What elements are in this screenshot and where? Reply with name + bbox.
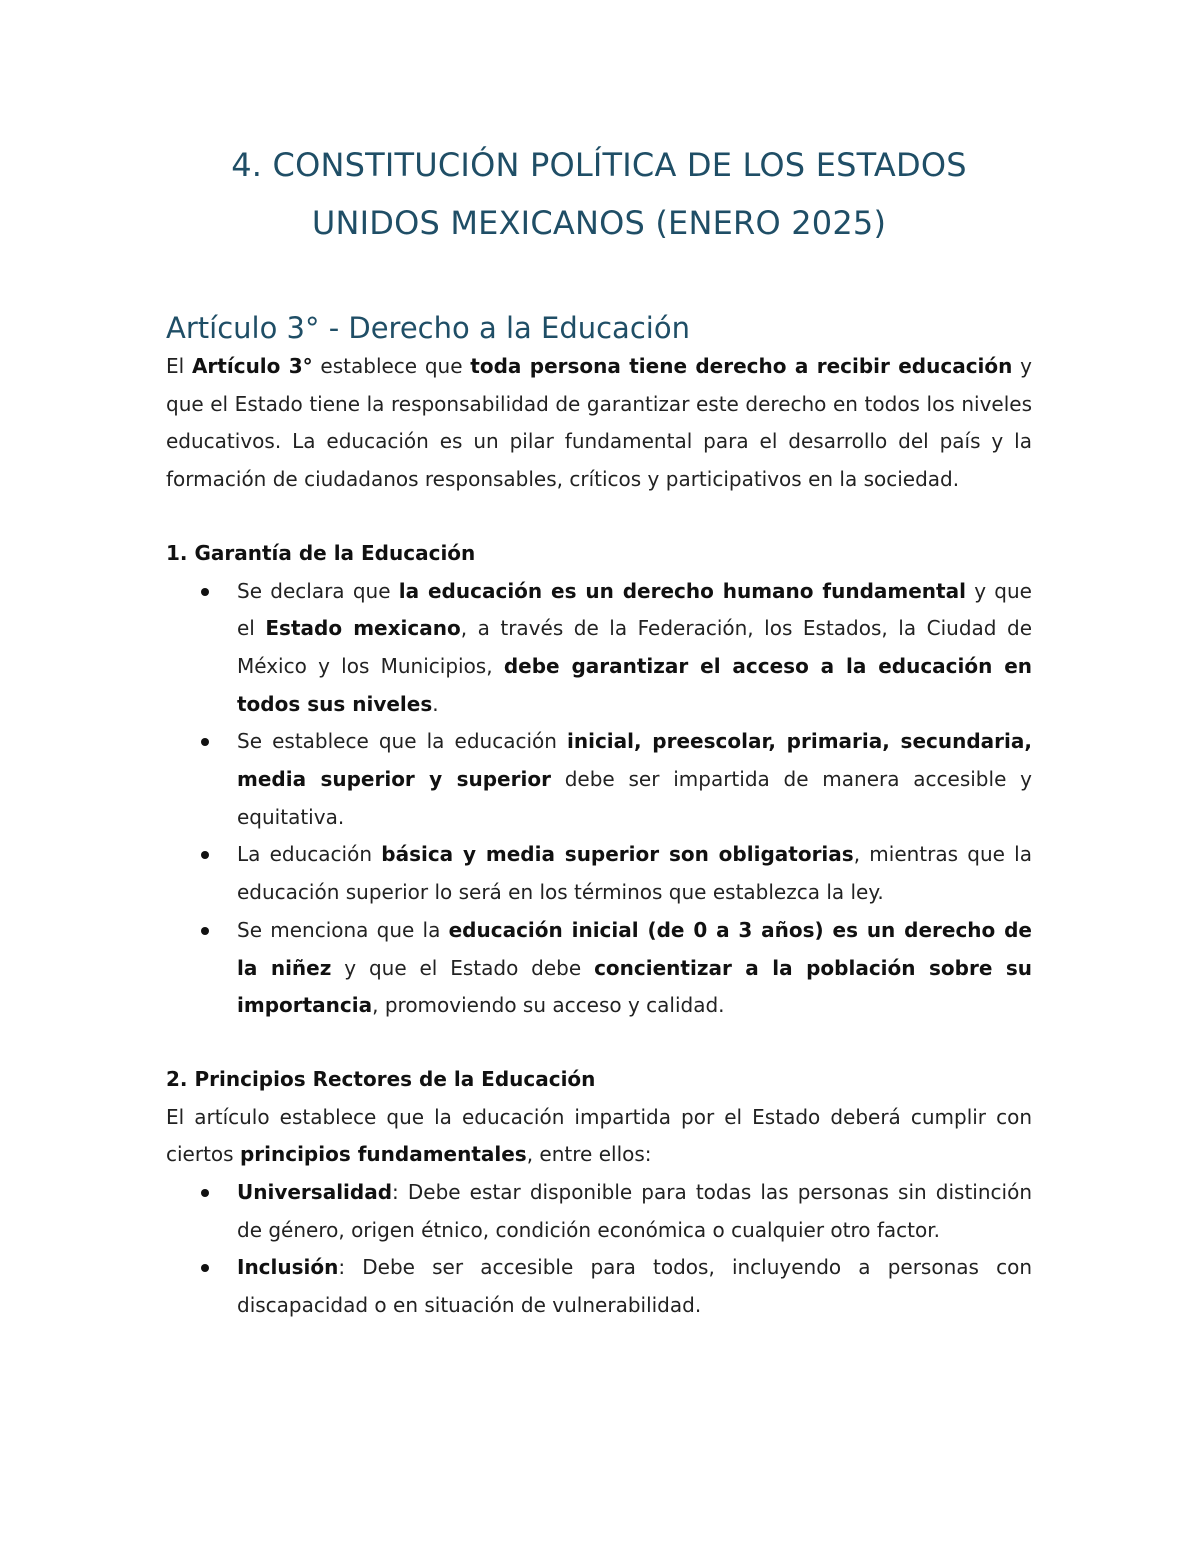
- bold-run: la educación es un derecho humano fundamental: [398, 578, 966, 603]
- document-title: [166, 0, 1032, 252]
- list-item: [166, 723, 1032, 836]
- bullet-icon: [201, 927, 209, 935]
- text-run: La educación: [237, 842, 382, 867]
- list-item-text: [237, 1180, 1032, 1242]
- bold-run: educación inicial (de 0 a 3 años) es un derecho de la niñez: [237, 917, 1032, 980]
- list-item: [166, 1174, 1032, 1249]
- text-run: Se menciona que la: [237, 917, 449, 942]
- section-2-bullet-list: [166, 1174, 1032, 1325]
- bold-run: principios fundamentales: [239, 1142, 527, 1167]
- text-run: , promoviendo su acceso y calidad.: [372, 993, 725, 1018]
- section-1-heading: 1. Garantía de la Educación: [166, 540, 476, 565]
- bold-run: inicial, preescolar, primaria, secundaria, media superior y superior: [237, 729, 1032, 792]
- list-item: [166, 1249, 1032, 1324]
- text-run: establece que: [312, 354, 471, 378]
- list-item-text: [237, 1255, 1032, 1317]
- text-run: El: [166, 354, 192, 378]
- text-run: : Debe ser accesible para todos, incluyendo a personas con discapacidad o en situación de vulnerabilidad.: [237, 1255, 1032, 1318]
- text-run: .: [432, 691, 439, 716]
- text-run: : Debe estar disponible para todas las personas sin distinción de género, origen étnico, condición económica o cualquier otro factor.: [237, 1180, 1032, 1242]
- article-intro-paragraph: [166, 348, 1032, 499]
- bullet-icon: [201, 1189, 209, 1197]
- bold-run: básica y media superior son obligatorias: [381, 842, 854, 867]
- text-run: debe ser impartida de manera accesible y equitativa.: [237, 767, 1032, 829]
- text-run: , entre ellos:: [526, 1142, 652, 1167]
- list-item-text: [237, 729, 1032, 828]
- bullet-icon: [201, 738, 209, 746]
- list-item-text: [237, 918, 1032, 1017]
- text-run: y que el Estado debe: [331, 955, 595, 980]
- section-1-bullet-list: [166, 573, 1032, 1025]
- bold-run: Universalidad: [237, 1180, 393, 1205]
- bullet-icon: [201, 1264, 209, 1272]
- text-run: El artículo establece que la educación impartida por el Estado deberá cumplir con ciertos: [166, 1104, 1032, 1167]
- document-title-line-1: 4. CONSTITUCIÓN POLÍTICA DE LOS ESTADOS: [231, 146, 967, 184]
- list-item: [166, 836, 1032, 911]
- bullet-icon: [201, 588, 209, 596]
- bold-run: Inclusión: [237, 1255, 339, 1280]
- bold-run: concientizar a la población sobre su importancia: [237, 955, 1032, 1018]
- section-2-heading: 2. Principios Rectores de la Educación: [166, 1066, 596, 1091]
- text-run: Se establece que la educación: [237, 729, 567, 754]
- bullet-icon: [201, 851, 209, 859]
- bold-run: debe garantizar el acceso a la educación en todos sus niveles: [237, 653, 1033, 716]
- list-item-text: [237, 579, 1032, 716]
- list-item: [166, 573, 1032, 724]
- bold-run: toda persona tiene derecho a recibir educación: [470, 354, 1013, 378]
- text-run: , mientras que la educación superior lo será en los términos que establezca la ley.: [237, 842, 1032, 905]
- bold-run: Estado mexicano: [265, 616, 461, 641]
- section-2-intro-paragraph: [166, 1099, 1032, 1174]
- list-item: [166, 912, 1032, 1025]
- document-title-line-2: UNIDOS MEXICANOS (ENERO 2025): [311, 204, 887, 242]
- article-heading: Artículo 3° - Derecho a la Educación: [166, 311, 690, 345]
- text-run: y que el: [237, 578, 1032, 641]
- text-run: , a través de la Federación, los Estados, la Ciudad de México y los Municipios,: [237, 616, 1032, 678]
- text-run: Se declara que: [237, 578, 399, 603]
- list-item-text: [237, 842, 1032, 904]
- text-run: y que el Estado tiene la responsabilidad de garantizar este derecho en todos los niveles educativos. La educación es un pilar fundamental para el desarrollo del país y la formación de ciudadanos responsables, críticos y participativos en la sociedad.: [166, 354, 1032, 492]
- bold-run: Artículo 3°: [191, 354, 313, 378]
